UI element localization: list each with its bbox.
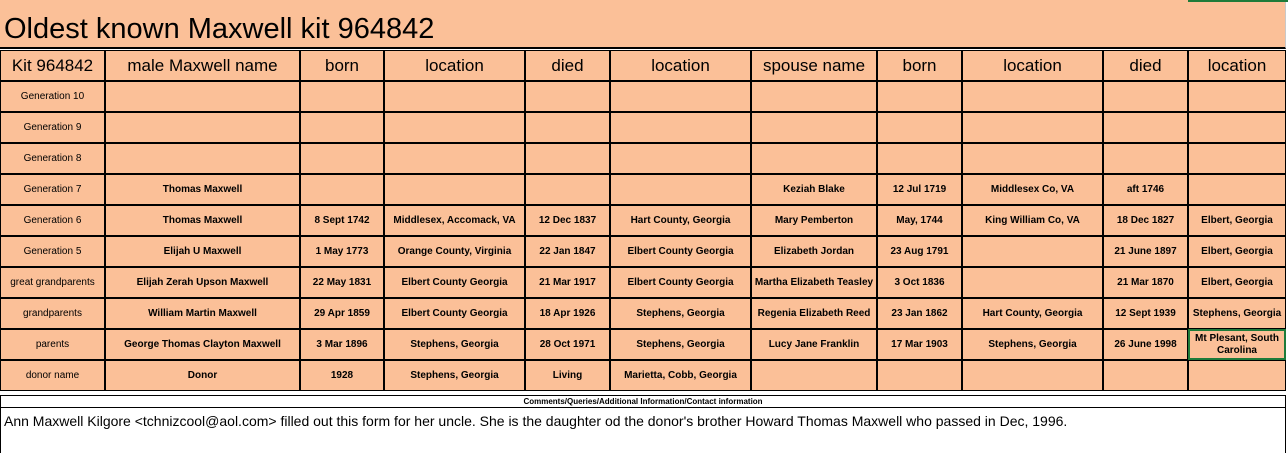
row-label-cell[interactable]: Generation 5 [0, 236, 105, 267]
table-cell[interactable]: 12 Sept 1939 [1103, 298, 1188, 329]
table-cell[interactable]: 1928 [300, 360, 384, 391]
row-label-cell[interactable]: Generation 9 [0, 112, 105, 143]
table-cell[interactable]: Elizabeth Jordan [751, 236, 877, 267]
table-cell[interactable] [300, 143, 384, 174]
table-cell[interactable] [1103, 143, 1188, 174]
table-cell[interactable]: 1 May 1773 [300, 236, 384, 267]
table-cell[interactable] [525, 143, 610, 174]
table-cell[interactable]: Keziah Blake [751, 174, 877, 205]
table-cell[interactable] [877, 143, 962, 174]
table-cell[interactable] [384, 81, 525, 112]
table-cell[interactable]: Stephens, Georgia [1188, 298, 1286, 329]
table-cell[interactable]: Lucy Jane Franklin [751, 329, 877, 360]
table-cell[interactable] [610, 174, 751, 205]
table-cell[interactable]: Stephens, Georgia [962, 329, 1103, 360]
ancestry-table [0, 50, 1286, 391]
column-header[interactable]: born [300, 50, 384, 81]
column-header[interactable]: died [1103, 50, 1188, 81]
row-label-cell[interactable]: grandparents [0, 298, 105, 329]
table-cell[interactable]: Elbert, Georgia [1188, 205, 1286, 236]
table-cell[interactable] [384, 143, 525, 174]
table-cell[interactable] [962, 81, 1103, 112]
table-cell[interactable] [1188, 143, 1286, 174]
table-cell[interactable] [962, 360, 1103, 391]
column-header[interactable]: male Maxwell name [105, 50, 300, 81]
table-cell[interactable] [962, 267, 1103, 298]
table-cell[interactable] [610, 81, 751, 112]
table-cell[interactable]: 28 Oct 1971 [525, 329, 610, 360]
table-cell[interactable]: Hart County, Georgia [962, 298, 1103, 329]
table-cell[interactable] [1103, 81, 1188, 112]
row-label-cell[interactable]: parents [0, 329, 105, 360]
table-cell[interactable] [962, 143, 1103, 174]
table-row [0, 205, 1286, 236]
table-cell[interactable]: Stephens, Georgia [384, 360, 525, 391]
row-label-cell[interactable]: Generation 10 [0, 81, 105, 112]
table-cell[interactable]: Elbert County Georgia [610, 267, 751, 298]
header-row [0, 50, 1286, 81]
table-cell[interactable]: Donor [105, 360, 300, 391]
table-cell[interactable] [962, 112, 1103, 143]
table-cell[interactable]: Elijah U Maxwell [105, 236, 300, 267]
table-cell[interactable]: 21 Mar 1917 [525, 267, 610, 298]
table-row [0, 174, 1286, 205]
table-cell[interactable]: 3 Mar 1896 [300, 329, 384, 360]
table-row [0, 360, 1286, 391]
row-label-cell[interactable]: donor name [0, 360, 105, 391]
table-cell[interactable] [300, 81, 384, 112]
table-cell[interactable]: Middlesex Co, VA [962, 174, 1103, 205]
table-cell[interactable]: Hart County, Georgia [610, 205, 751, 236]
table-cell[interactable]: Marietta, Cobb, Georgia [610, 360, 751, 391]
comments-text[interactable]: Ann Maxwell Kilgore <tchnizcool@aol.com> filled out this form for her uncle. She is the daughter od the donor's brother Howard Thomas Maxwell who passed in Dec, 1996. [0, 408, 1286, 453]
table-row [0, 112, 1286, 143]
table-cell[interactable]: 8 Sept 1742 [300, 205, 384, 236]
table-row [0, 298, 1286, 329]
table-cell[interactable] [877, 360, 962, 391]
table-cell[interactable]: 22 Jan 1847 [525, 236, 610, 267]
table-cell[interactable]: Thomas Maxwell [105, 205, 300, 236]
table-cell[interactable]: 29 Apr 1859 [300, 298, 384, 329]
table-cell[interactable]: 17 Mar 1903 [877, 329, 962, 360]
table-cell[interactable]: Living [525, 360, 610, 391]
table-cell[interactable]: 18 Apr 1926 [525, 298, 610, 329]
comments-label: Comments/Queries/Additional Information/Contact information [0, 395, 1286, 408]
table-cell[interactable]: Orange County, Virginia [384, 236, 525, 267]
column-header[interactable]: born [877, 50, 962, 81]
table-cell[interactable]: Elbert County Georgia [610, 236, 751, 267]
table-cell[interactable] [751, 112, 877, 143]
selection-indicator [1188, 0, 1288, 2]
table-cell[interactable] [877, 81, 962, 112]
table-cell[interactable]: George Thomas Clayton Maxwell [105, 329, 300, 360]
column-header[interactable]: location [610, 50, 751, 81]
table-cell[interactable] [751, 143, 877, 174]
table-cell[interactable] [105, 81, 300, 112]
table-cell[interactable]: 21 June 1897 [1103, 236, 1188, 267]
column-header[interactable]: location [384, 50, 525, 81]
table-row [0, 81, 1286, 112]
table-cell[interactable] [610, 143, 751, 174]
column-header[interactable]: location [962, 50, 1103, 81]
column-header[interactable]: spouse name [751, 50, 877, 81]
table-cell[interactable]: 18 Dec 1827 [1103, 205, 1188, 236]
table-cell[interactable] [1188, 174, 1286, 205]
table-cell[interactable] [525, 174, 610, 205]
table-cell[interactable] [300, 174, 384, 205]
table-row [0, 267, 1286, 298]
table-cell[interactable] [1103, 360, 1188, 391]
column-header[interactable]: location [1188, 50, 1286, 81]
table-cell[interactable]: Mt Plesant, South Carolina [1188, 329, 1286, 360]
table-cell[interactable] [384, 112, 525, 143]
table-row [0, 236, 1286, 267]
table-cell[interactable] [751, 81, 877, 112]
table-row [0, 329, 1286, 360]
table-cell[interactable]: May, 1744 [877, 205, 962, 236]
table-cell[interactable]: Elbert, Georgia [1188, 236, 1286, 267]
table-cell[interactable] [1188, 360, 1286, 391]
table-cell[interactable] [105, 112, 300, 143]
table-cell[interactable] [1103, 112, 1188, 143]
row-label-cell[interactable]: great grandparents [0, 267, 105, 298]
table-cell[interactable]: Stephens, Georgia [384, 329, 525, 360]
table-cell[interactable]: aft 1746 [1103, 174, 1188, 205]
table-cell[interactable] [300, 112, 384, 143]
table-cell[interactable]: 12 Jul 1719 [877, 174, 962, 205]
table-cell[interactable] [1188, 81, 1286, 112]
column-header[interactable]: Kit 964842 [0, 50, 105, 81]
table-cell[interactable] [751, 360, 877, 391]
table-cell[interactable]: Elijah Zerah Upson Maxwell [105, 267, 300, 298]
row-label-cell[interactable]: Generation 6 [0, 205, 105, 236]
table-cell[interactable]: William Martin Maxwell [105, 298, 300, 329]
table-cell[interactable]: Thomas Maxwell [105, 174, 300, 205]
table-cell[interactable]: 3 Oct 1836 [877, 267, 962, 298]
table-cell[interactable]: 22 May 1831 [300, 267, 384, 298]
table-cell[interactable] [105, 143, 300, 174]
table-cell[interactable] [877, 112, 962, 143]
table-cell[interactable]: Elbert County Georgia [384, 267, 525, 298]
column-header[interactable]: died [525, 50, 610, 81]
table-cell[interactable]: Elbert, Georgia [1188, 267, 1286, 298]
table-cell[interactable]: 23 Aug 1791 [877, 236, 962, 267]
row-label-cell[interactable]: Generation 7 [0, 174, 105, 205]
table-cell[interactable]: King William Co, VA [962, 205, 1103, 236]
table-row [0, 143, 1286, 174]
table-cell[interactable]: Regenia Elizabeth Reed [751, 298, 877, 329]
table-cell[interactable] [525, 112, 610, 143]
table-cell[interactable]: 23 Jan 1862 [877, 298, 962, 329]
table-cell[interactable]: 12 Dec 1837 [525, 205, 610, 236]
row-label-cell[interactable]: Generation 8 [0, 143, 105, 174]
table-cell[interactable]: 21 Mar 1870 [1103, 267, 1188, 298]
table-cell[interactable] [610, 112, 751, 143]
table-cell[interactable]: Elbert County Georgia [384, 298, 525, 329]
table-cell[interactable]: Middlesex, Accomack, VA [384, 205, 525, 236]
table-cell[interactable]: Martha Elizabeth Teasley [751, 267, 877, 298]
table-cell[interactable]: Stephens, Georgia [610, 298, 751, 329]
table-cell[interactable] [1188, 112, 1286, 143]
table-cell[interactable] [962, 236, 1103, 267]
table-cell[interactable]: Mary Pemberton [751, 205, 877, 236]
table-cell[interactable] [384, 174, 525, 205]
table-cell[interactable] [525, 81, 610, 112]
table-cell[interactable]: Stephens, Georgia [610, 329, 751, 360]
table-cell[interactable]: 26 June 1998 [1103, 329, 1188, 360]
sheet-title[interactable]: Oldest known Maxwell kit 964842 [0, 0, 1286, 49]
